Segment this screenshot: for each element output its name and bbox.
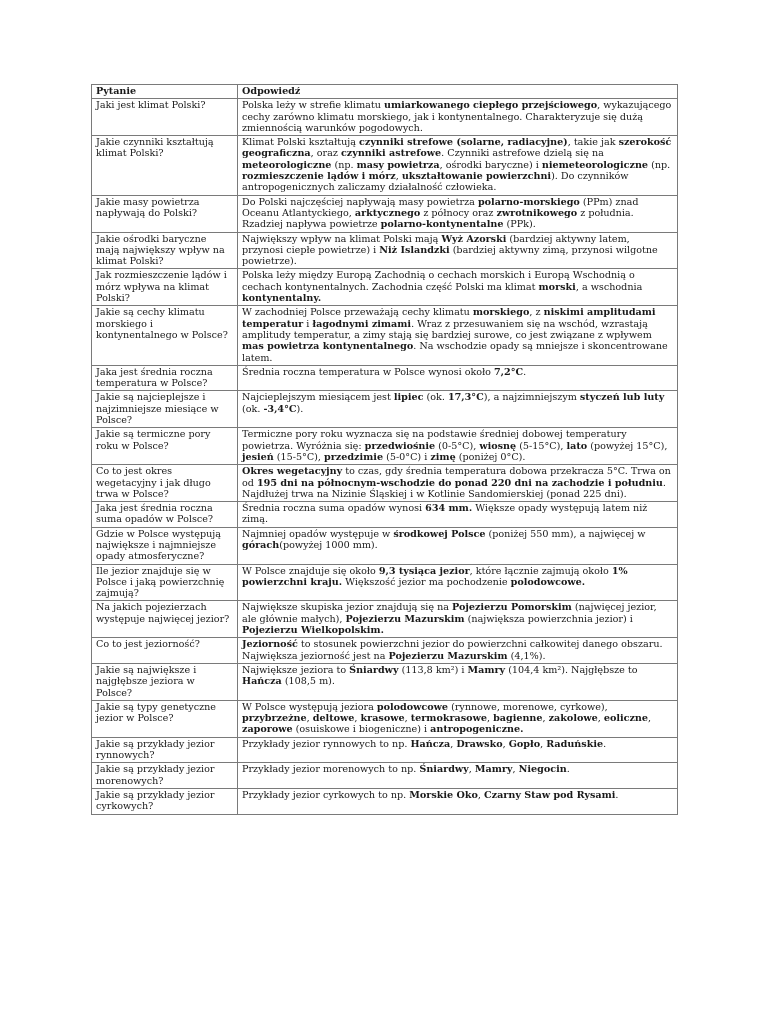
answer-cell bbox=[238, 365, 678, 391]
answer-text: W Polsce występują jeziora bbox=[242, 701, 377, 713]
answer-bold-text: przybrzeżne bbox=[242, 713, 307, 725]
table-row bbox=[92, 788, 678, 814]
answer-bold-text: Niegocin bbox=[518, 764, 567, 776]
table-row bbox=[92, 737, 678, 763]
answer-bold-text: środkowej Polsce bbox=[393, 528, 486, 540]
answer-text: . Na wschodzie opady są mniejsze i skoncentrowane latem. bbox=[242, 341, 668, 364]
answer-bold-text: krasowe bbox=[360, 713, 405, 725]
table-row bbox=[92, 763, 678, 789]
answer-text: (najwięcej jezior, ale głównie małych), bbox=[242, 602, 657, 625]
answer-text: (0-5°C), bbox=[435, 440, 480, 452]
answer-text: Największy wpływ na klimat Polski mają bbox=[242, 233, 442, 245]
answer-text: (np. bbox=[331, 159, 357, 171]
answer-text: (5-15°C), bbox=[516, 440, 567, 452]
answer-bold-text: -3,4°C bbox=[263, 403, 297, 415]
answer-text: (4,1%). bbox=[507, 650, 546, 662]
answer-text: , bbox=[450, 738, 457, 750]
answer-text: Średnia roczna suma opadów wynosi bbox=[242, 503, 426, 515]
answer-bold-text: Śniardwy bbox=[349, 664, 399, 676]
answer-bold-text: zaporowe bbox=[242, 724, 293, 736]
answer-bold-text: polodowcowe bbox=[376, 701, 449, 713]
answer-text: Przykłady jezior cyrkowych to np. bbox=[242, 789, 410, 801]
answer-text: , a wschodnia bbox=[575, 281, 643, 293]
answer-bold-text: deltowe bbox=[312, 713, 355, 725]
table-header-row bbox=[92, 85, 678, 99]
answer-bold-text: górach bbox=[242, 539, 280, 551]
answer-bold-text: 7,2°C bbox=[494, 366, 524, 378]
answer-text: W zachodniej Polsce przeważają cechy klimatu bbox=[242, 307, 473, 319]
answer-text: (108,5 m). bbox=[281, 676, 335, 688]
answer-cell bbox=[238, 195, 678, 232]
answer-text: , z bbox=[529, 307, 544, 319]
answer-text: (powyżej 1000 mm). bbox=[279, 539, 378, 551]
answer-text: Do Polski najczęściej napływają masy powietrza bbox=[242, 196, 478, 208]
answer-text: , bbox=[502, 738, 509, 750]
answer-text: Większość jezior ma pochodzenie bbox=[342, 576, 511, 588]
question-cell: Jakie są cechy klimatu morskiego i kontynentalnego w Polsce? bbox=[92, 306, 238, 365]
answer-cell bbox=[238, 502, 678, 528]
answer-text: Termiczne pory roku wyznacza się na podstawie średniej dobowej temperatury powietrza. Wyróżnia się: bbox=[242, 429, 627, 452]
table-row bbox=[92, 564, 678, 601]
answer-bold-text: niemeteorologiczne bbox=[541, 159, 649, 171]
answer-text: , które łącznie zajmują około bbox=[469, 565, 612, 577]
answer-text: (poniżej 550 mm), a najwięcej w bbox=[485, 528, 646, 540]
table-row bbox=[92, 136, 678, 195]
answer-text: Większe opady występują latem niż zimą. bbox=[242, 503, 648, 526]
answer-text: (największa powierzchnia jezior) i bbox=[464, 613, 633, 625]
answer-text: . bbox=[615, 789, 619, 801]
question-cell: Na jakich pojezierzach występuje najwięcej jezior? bbox=[92, 601, 238, 638]
answer-text: , bbox=[512, 764, 519, 776]
table-row bbox=[92, 502, 678, 528]
question-cell: Jakie masy powietrza napływają do Polski? bbox=[92, 195, 238, 232]
answer-text: i bbox=[303, 318, 313, 330]
table-row bbox=[92, 663, 678, 700]
answer-text: , bbox=[306, 713, 313, 725]
answer-text: . Najdłużej trwa na Nizinie Śląskiej i w Kotlinie Sandomierskiej (ponad 225 dni). bbox=[242, 477, 666, 500]
table-row bbox=[92, 269, 678, 306]
question-cell: Jakie są przykłady jezior rynnowych? bbox=[92, 737, 238, 763]
answer-text: , ośrodki baryczne) i bbox=[439, 159, 542, 171]
answer-bold-text: termokrasowe bbox=[410, 713, 487, 725]
answer-text: , bbox=[648, 713, 652, 725]
answer-text: , bbox=[597, 713, 604, 725]
answer-bold-text: lato bbox=[566, 440, 588, 452]
question-cell: Jaka jest średnia roczna temperatura w Polsce? bbox=[92, 365, 238, 391]
answer-text: , bbox=[540, 738, 547, 750]
table-row bbox=[92, 99, 678, 136]
answer-cell bbox=[238, 465, 678, 502]
answer-text: Klimat Polski kształtują bbox=[242, 137, 360, 149]
answer-text: ). bbox=[296, 403, 304, 415]
answer-text: Polska leży między Europą Zachodnią o cechach morskich i Europą Wschodnią o cechach kontynentalnych. Zachodnia część Polski ma klimat bbox=[242, 270, 635, 293]
answer-bold-text: antropogeniczne. bbox=[430, 724, 524, 736]
question-cell: Jakie są typy genetyczne jezior w Polsce? bbox=[92, 700, 238, 737]
answer-cell bbox=[238, 700, 678, 737]
answer-text: , bbox=[486, 713, 494, 725]
answer-bold-text: Śniardwy bbox=[419, 764, 469, 776]
question-cell: Jakie są przykłady jezior morenowych? bbox=[92, 763, 238, 789]
question-cell: Jak rozmieszczenie lądów i mórz wpływa na klimat Polski? bbox=[92, 269, 238, 306]
question-cell: Ile jezior znajduje się w Polsce i jaką powierzchnię zajmują? bbox=[92, 564, 238, 601]
answer-text: (bardziej aktywny zimą, przynosi wilgotne powietrze). bbox=[242, 244, 658, 268]
question-cell: Jakie są najcieplejsze i najzimniejsze miesiące w Polsce? bbox=[92, 391, 238, 428]
answer-bold-text: Hańcza bbox=[242, 676, 282, 688]
answer-bold-text: eoliczne bbox=[603, 713, 649, 725]
document-page bbox=[91, 84, 677, 815]
answer-bold-text: Mamry bbox=[474, 764, 513, 776]
answer-bold-text: Raduńskie bbox=[546, 738, 604, 750]
table-row bbox=[92, 365, 678, 391]
answer-cell bbox=[238, 232, 678, 269]
answer-cell bbox=[238, 428, 678, 465]
table-row bbox=[92, 195, 678, 232]
answer-text: z północy oraz bbox=[420, 207, 497, 219]
answer-cell bbox=[238, 99, 678, 136]
answer-cell bbox=[238, 737, 678, 763]
answer-text: Przykłady jezior rynnowych to np. bbox=[242, 738, 411, 750]
answer-bold-text: mas powietrza kontynentalnego bbox=[242, 341, 414, 353]
answer-bold-text: jesień bbox=[242, 451, 274, 463]
answer-bold-text: Mamry bbox=[467, 664, 506, 676]
answer-text: . Czynniki astrefowe dzielą się na bbox=[441, 148, 604, 160]
question-cell: Gdzie w Polsce występują największe i najmniejsze opady atmosferyczne? bbox=[92, 527, 238, 564]
header-question: Pytanie bbox=[92, 85, 238, 99]
answer-bold-text: meteorologiczne bbox=[242, 159, 332, 171]
answer-bold-text: umiarkowanego ciepłego przejściowego bbox=[383, 100, 598, 112]
answer-text: (ok. bbox=[423, 392, 448, 404]
answer-text: Najcieplejszym miesiącem jest bbox=[242, 392, 394, 404]
answer-bold-text: zakolowe bbox=[548, 713, 598, 725]
answer-bold-text: ukształtowanie powierzchni bbox=[401, 171, 552, 183]
answer-bold-text: Drawsko bbox=[456, 738, 503, 750]
answer-bold-text: polodowcowe. bbox=[510, 576, 586, 588]
answer-text: , bbox=[542, 713, 549, 725]
answer-bold-text: masy powietrza bbox=[356, 159, 440, 171]
question-cell: Co to jest jeziorność? bbox=[92, 638, 238, 664]
answer-bold-text: przedwiośnie bbox=[364, 440, 436, 452]
answer-bold-text: Niż Islandzki bbox=[379, 244, 450, 256]
answer-bold-text: 1% powierzchni kraju. bbox=[242, 565, 628, 588]
answer-bold-text: Wyż Azorski bbox=[441, 233, 507, 245]
question-cell: Jaki jest klimat Polski? bbox=[92, 99, 238, 136]
answer-text: ), a najzimniejszym bbox=[483, 392, 580, 404]
header-answer: Odpowiedź bbox=[238, 85, 678, 99]
answer-text: (5-0°C) i bbox=[383, 451, 431, 463]
question-cell: Jakie czynniki kształtują klimat Polski? bbox=[92, 136, 238, 195]
answer-bold-text: rozmieszczenie lądów i mórz bbox=[242, 171, 396, 183]
answer-text: ). Do czynników antropogenicznych zaliczamy działalność człowieka. bbox=[242, 171, 629, 194]
answer-bold-text: Gopło bbox=[508, 738, 541, 750]
answer-text: Największe skupiska jezior znajdują się na bbox=[242, 602, 453, 614]
answer-bold-text: bagienne bbox=[493, 713, 543, 725]
question-cell: Jakie są termiczne pory roku w Polsce? bbox=[92, 428, 238, 465]
answer-cell bbox=[238, 527, 678, 564]
answer-bold-text: Jeziorność bbox=[242, 639, 298, 651]
answer-bold-text: lipiec bbox=[393, 392, 424, 404]
answer-bold-text: polarno-morskiego bbox=[477, 196, 580, 208]
answer-bold-text: Pojezierzu Mazurskim bbox=[388, 650, 508, 662]
answer-text: (104,4 km²). Najgłębsze to bbox=[505, 664, 638, 676]
answer-bold-text: morski bbox=[538, 281, 576, 293]
answer-bold-text: łagodnymi zimami bbox=[312, 318, 412, 330]
table-row bbox=[92, 700, 678, 737]
answer-bold-text: Czarny Staw pod Rysami bbox=[484, 789, 616, 801]
answer-text: Średnia roczna temperatura w Polsce wynosi około bbox=[242, 366, 494, 378]
answer-cell bbox=[238, 136, 678, 195]
table-row bbox=[92, 232, 678, 269]
answer-bold-text: kontynentalny. bbox=[242, 293, 322, 305]
answer-text: (powyżej 15°C), bbox=[587, 440, 668, 452]
table-row bbox=[92, 638, 678, 664]
answer-bold-text: czynniki strefowe (solarne, radiacyjne) bbox=[359, 137, 568, 149]
qa-table bbox=[91, 84, 678, 815]
answer-bold-text: czynniki astrefowe bbox=[340, 148, 442, 160]
answer-cell bbox=[238, 564, 678, 601]
answer-text: W Polsce znajduje się około bbox=[242, 565, 379, 577]
table-row bbox=[92, 391, 678, 428]
answer-text: , takie jak bbox=[567, 137, 619, 149]
answer-bold-text: 9,3 tysiąca jezior bbox=[378, 565, 470, 577]
answer-text: (PPk). bbox=[503, 219, 536, 231]
answer-text: . Wraz z przesuwaniem się na wschód, wzrastają amplitudy temperatur, a zimy stają się bardziej surowe, co jest związane z wpływem bbox=[242, 318, 652, 341]
answer-cell bbox=[238, 391, 678, 428]
question-cell: Jakie ośrodki baryczne mają największy wpływ na klimat Polski? bbox=[92, 232, 238, 269]
answer-cell bbox=[238, 788, 678, 814]
answer-text: , oraz bbox=[310, 148, 341, 160]
answer-text: (15-5°C), bbox=[273, 451, 325, 463]
answer-bold-text: Pojezierzu Pomorskim bbox=[452, 602, 572, 614]
answer-text: Polska leży w strefie klimatu bbox=[242, 100, 384, 112]
table-row bbox=[92, 306, 678, 365]
answer-text: to stosunek powierzchni jezior do powierzchni całkowitej danego obszaru. Największa jeziorność jest na bbox=[242, 639, 663, 662]
answer-text: to czas, gdy średnia temperatura dobowa przekracza 5°C. Trwa on od bbox=[242, 466, 671, 489]
answer-cell bbox=[238, 638, 678, 664]
answer-bold-text: 634 mm. bbox=[425, 503, 473, 515]
question-cell: Co to jest okres wegetacyjny i jak długo trwa w Polsce? bbox=[92, 465, 238, 502]
answer-bold-text: morskiego bbox=[472, 307, 530, 319]
answer-text: , bbox=[354, 713, 361, 725]
answer-bold-text: zwrotnikowego bbox=[496, 207, 578, 219]
answer-bold-text: styczeń lub luty bbox=[579, 392, 665, 404]
answer-cell bbox=[238, 601, 678, 638]
answer-text: Najmniej opadów występuje w bbox=[242, 528, 394, 540]
question-cell: Jakie są największe i najgłębsze jeziora w Polsce? bbox=[92, 663, 238, 700]
table-row bbox=[92, 527, 678, 564]
question-cell: Jaka jest średnia roczna suma opadów w Polsce? bbox=[92, 502, 238, 528]
question-cell: Jakie są przykłady jezior cyrkowych? bbox=[92, 788, 238, 814]
answer-bold-text: polarno-kontynentalne bbox=[380, 219, 504, 231]
answer-text: , wykazującego cechy zarówno klimatu morskiego, jak i kontynentalnego. Charakteryzuje się dużą zmiennością warunków pogodowych. bbox=[242, 100, 672, 134]
answer-text: , bbox=[477, 789, 484, 801]
answer-bold-text: Okres wegetacyjny bbox=[242, 466, 343, 478]
answer-bold-text: Pojezierzu Wielkopolskim. bbox=[242, 625, 384, 637]
answer-bold-text: szerokość geograficzna bbox=[242, 137, 672, 160]
answer-text: (poniżej 0°C). bbox=[455, 451, 526, 463]
answer-text: (113,8 km²) i bbox=[398, 664, 468, 676]
answer-text: . bbox=[566, 764, 570, 776]
answer-bold-text: Morskie Oko bbox=[409, 789, 478, 801]
answer-text: z południa. Rzadziej napływa powietrze bbox=[242, 207, 634, 231]
answer-text: (ok. bbox=[242, 403, 264, 415]
answer-text: Największe jeziora to bbox=[242, 664, 350, 676]
answer-cell bbox=[238, 269, 678, 306]
table-row bbox=[92, 465, 678, 502]
answer-bold-text: Pojezierzu Mazurskim bbox=[345, 613, 465, 625]
answer-text: , bbox=[468, 764, 475, 776]
answer-text: , bbox=[395, 171, 402, 183]
answer-text: . bbox=[523, 366, 527, 378]
answer-text: . bbox=[603, 738, 607, 750]
answer-bold-text: wiosnę bbox=[479, 440, 517, 452]
answer-text: (bardziej aktywny latem, przynosi ciepłe powietrze) i bbox=[242, 233, 630, 256]
table-body bbox=[92, 99, 678, 814]
answer-bold-text: zimę bbox=[430, 451, 456, 463]
answer-bold-text: 17,3°C bbox=[447, 392, 484, 404]
answer-bold-text: Hańcza bbox=[410, 738, 451, 750]
answer-text: Przykłady jezior morenowych to np. bbox=[242, 764, 420, 776]
answer-text: (np. bbox=[648, 159, 671, 171]
answer-bold-text: 195 dni na północnym-wschodzie do ponad 220 dni na zachodzie i południu bbox=[256, 477, 663, 489]
answer-cell bbox=[238, 663, 678, 700]
answer-bold-text: niskimi amplitudami temperatur bbox=[242, 307, 656, 330]
table-row bbox=[92, 428, 678, 465]
answer-text: , bbox=[404, 713, 411, 725]
answer-cell bbox=[238, 763, 678, 789]
answer-bold-text: przedzimie bbox=[324, 451, 384, 463]
answer-text: (osuiskowe i biogeniczne) i bbox=[292, 724, 431, 736]
table-row bbox=[92, 601, 678, 638]
answer-text: (PPm) znad Oceanu Atlantyckiego, bbox=[242, 196, 639, 219]
answer-text: (rynnowe, morenowe, cyrkowe), bbox=[448, 701, 608, 713]
answer-bold-text: arktycznego bbox=[354, 207, 421, 219]
answer-cell bbox=[238, 306, 678, 365]
